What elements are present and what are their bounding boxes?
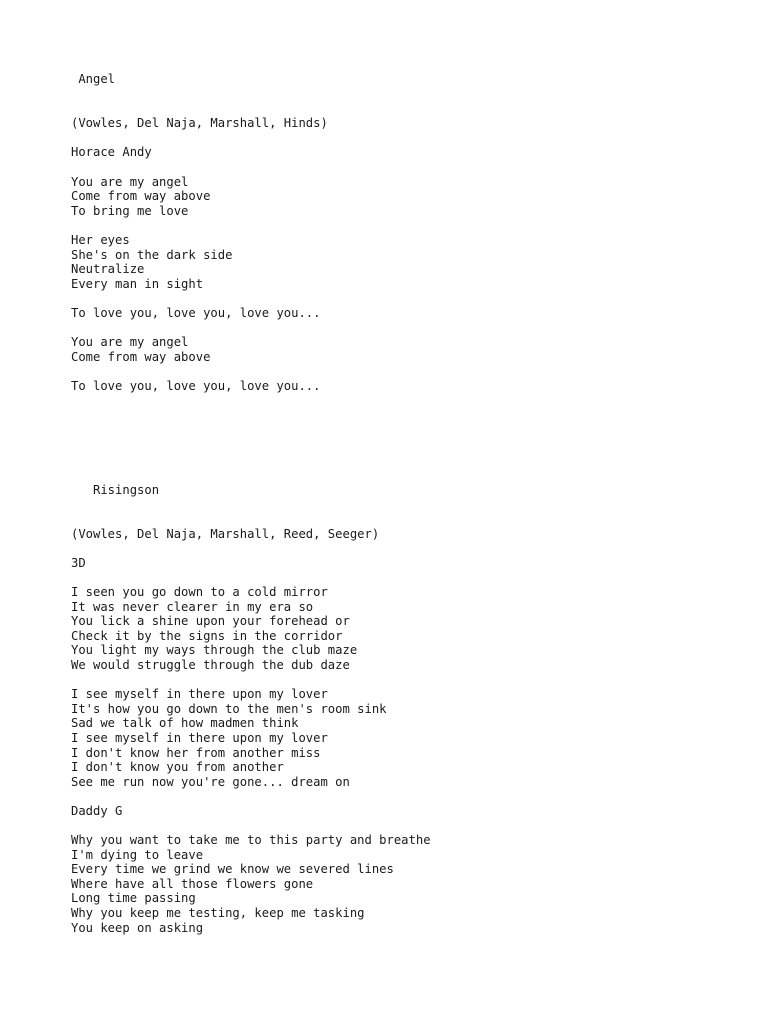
stanza [71,687,431,789]
song-title: Angel [71,72,116,86]
lyric-line: You keep on asking [71,920,204,935]
lyric-line: You light my ways through the club maze [71,643,358,658]
lyric-line: Long time passing [71,891,196,906]
singer-name: Horace Andy [71,145,152,160]
song-angel [71,72,328,394]
lyric-line: She's on the dark side [71,247,233,262]
stanza [71,379,328,394]
stanza [71,306,328,321]
lyric-line: I seen you go down to a cold mirror [71,584,328,599]
lyric-line: We would struggle through the dub daze [71,657,350,672]
lyric-line: Come from way above [71,349,211,364]
lyric-line: To love you, love you, love you... [71,379,321,394]
lyric-line: Every time we grind we know we severed lines [71,862,394,877]
lyric-line: I'm dying to leave [71,847,204,862]
lyric-line: See me run now you're gone... dream on [71,774,350,789]
lyric-line: To love you, love you, love you... [71,306,321,321]
lyric-line: You are my angel [71,174,189,189]
lyric-line: Why you want to take me to this party and breathe [71,833,431,848]
lyric-line: You lick a shine upon your forehead or [71,614,350,629]
lyric-line: Every man in sight [71,276,204,291]
lyric-line: Sad we talk of how madmen think [71,716,299,731]
lyric-line: Neutralize [71,262,145,277]
lyric-line: To bring me love [71,203,189,218]
lyric-line: I see myself in there upon my lover [71,730,328,745]
stanza [71,335,328,364]
stanza [71,233,328,291]
lyric-line: I don't know her from another miss [71,745,321,760]
lyric-line: It was never clearer in my era so [71,599,314,614]
song-title: Risingson [71,483,160,497]
stanza [71,175,328,219]
lyric-line: Check it by the signs in the corridor [71,628,343,643]
lyric-line: Come from way above [71,189,211,204]
song-credits: (Vowles, Del Naja, Marshall, Hinds) [71,115,328,130]
lyric-line: Where have all those flowers gone [71,876,314,891]
stanza [71,833,431,935]
lyric-line: Why you keep me testing, keep me tasking [71,906,365,921]
lyric-line: I don't know you from another [71,760,284,775]
lyric-line: You are my angel [71,335,189,350]
singer-name: 3D [71,555,86,570]
stanza [71,585,431,673]
singer-name: Daddy G [71,803,123,818]
song-risingson [71,483,431,935]
lyric-line: I see myself in there upon my lover [71,687,328,702]
lyric-line: It's how you go down to the men's room sink [71,701,387,716]
lyric-line: Her eyes [71,233,130,248]
song-credits: (Vowles, Del Naja, Marshall, Reed, Seeger) [71,526,380,541]
